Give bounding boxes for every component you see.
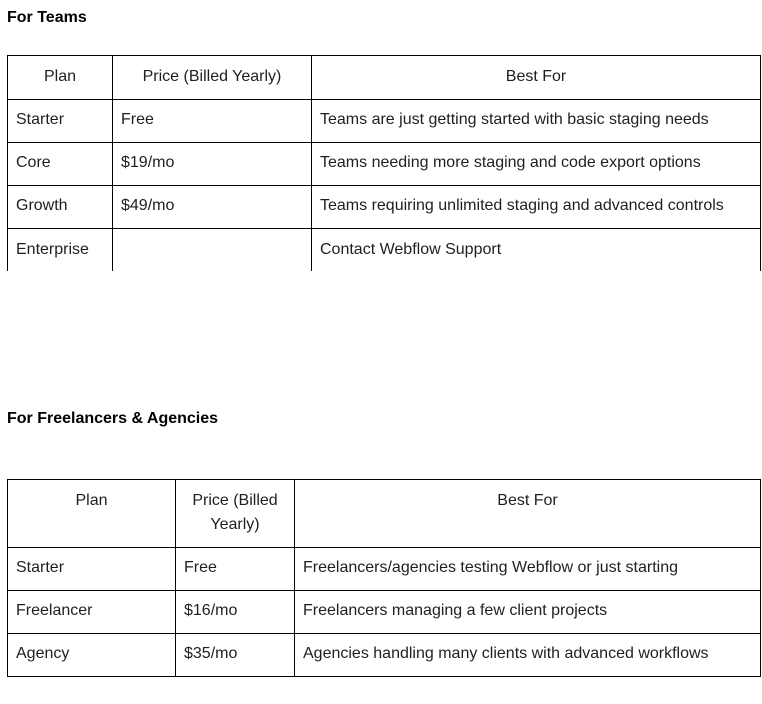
teams-pricing-table <box>7 55 761 271</box>
header-plan: Plan <box>8 56 113 100</box>
table-row <box>8 186 761 229</box>
cell-plan: Starter <box>8 548 176 591</box>
cell-best-for: Teams requiring unlimited staging and advanced controls <box>312 186 761 229</box>
cell-price: $49/mo <box>113 186 312 229</box>
section-title-freelancers: For Freelancers & Agencies <box>7 410 219 427</box>
section-title-teams: For Teams <box>7 9 87 26</box>
header-price: Price (Billed Yearly) <box>113 56 312 100</box>
header-price: Price (Billed Yearly) <box>176 480 295 548</box>
cell-plan: Enterprise <box>8 229 113 272</box>
cell-best-for: Freelancers/agencies testing Webflow or just starting <box>295 548 761 591</box>
cell-price: Free <box>113 100 312 143</box>
cell-best-for: Agencies handling many clients with advanced workflows <box>295 634 761 677</box>
cell-plan: Freelancer <box>8 591 176 634</box>
cell-price: Free <box>176 548 295 591</box>
cell-best-for: Teams needing more staging and code export options <box>312 143 761 186</box>
table-header-row <box>8 56 761 100</box>
header-best-for: Best For <box>312 56 761 100</box>
cell-plan: Agency <box>8 634 176 677</box>
cell-price <box>113 229 312 272</box>
cell-plan: Core <box>8 143 113 186</box>
cell-plan: Growth <box>8 186 113 229</box>
cell-plan: Starter <box>8 100 113 143</box>
cell-best-for: Teams are just getting started with basic staging needs <box>312 100 761 143</box>
cell-price: $35/mo <box>176 634 295 677</box>
table-row <box>8 143 761 186</box>
header-plan: Plan <box>8 480 176 548</box>
cell-best-for: Contact Webflow Support <box>312 229 761 272</box>
cell-price: $16/mo <box>176 591 295 634</box>
table-row <box>8 548 761 591</box>
cell-best-for: Freelancers managing a few client projects <box>295 591 761 634</box>
header-best-for: Best For <box>295 480 761 548</box>
cell-price: $19/mo <box>113 143 312 186</box>
freelancers-pricing-table <box>7 479 761 677</box>
table-row <box>8 229 761 272</box>
table-header-row <box>8 480 761 548</box>
table-row <box>8 100 761 143</box>
table-row <box>8 591 761 634</box>
table-row <box>8 634 761 677</box>
